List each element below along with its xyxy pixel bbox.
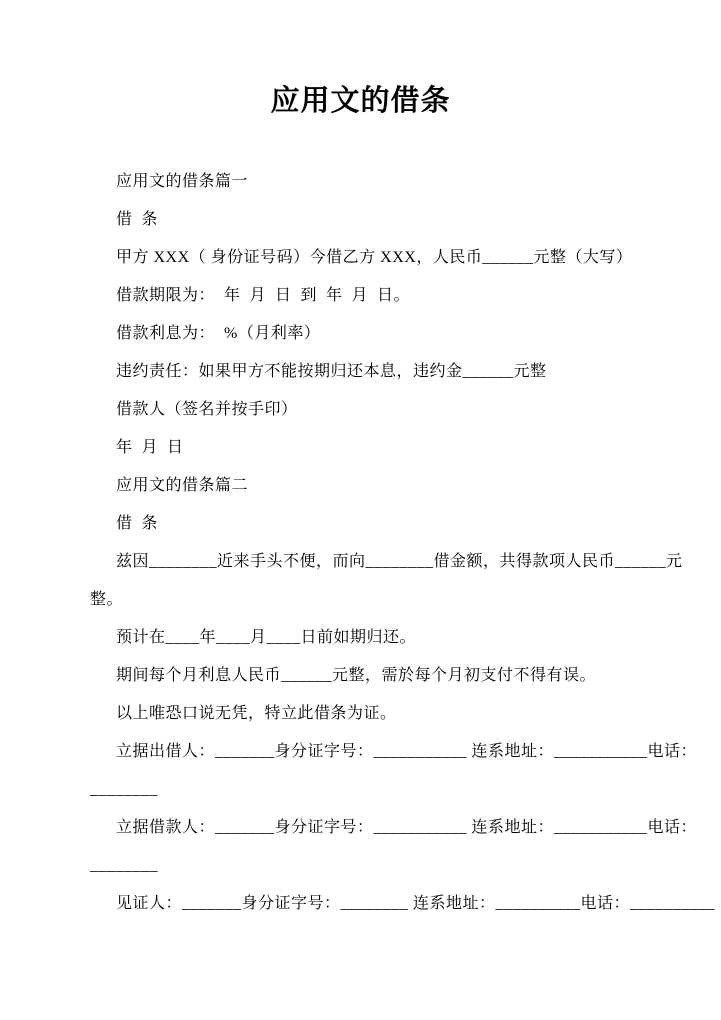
paragraph-interest-rate: 借款利息为： %（月利率）	[116, 324, 321, 342]
paragraph-reason-amount-line2: 整。	[90, 590, 124, 608]
document-title: 应用文的借条	[270, 85, 451, 117]
paragraph-iou-label-2: 借 条	[116, 514, 159, 532]
paragraph-borrower-signature: 借款人（签名并按手印）	[116, 400, 298, 418]
document-body	[90, 163, 716, 923]
paragraph-parties-amount: 甲方 XXX（ 身份证号码）今借乙方 XXX，人民币______元整（大写）	[116, 248, 633, 266]
paragraph-borrower-info-line1: 立据借款人：_______身分证字号：___________ 连系地址：___________电话：	[116, 818, 698, 836]
paragraph-lender-info-line2: ________	[90, 780, 158, 798]
paragraph-iou-label: 借 条	[116, 210, 159, 228]
paragraph-monthly-interest: 期间每个月利息人民币______元整，需於每个月初支付不得有误。	[116, 666, 597, 684]
paragraph-breach-liability: 违约责任：如果甲方不能按期归还本息，违约金______元整	[116, 362, 547, 380]
paragraph-repay-date: 预计在____年____月____日前如期归还。	[116, 628, 417, 646]
paragraph-section1-heading: 应用文的借条篇一	[116, 172, 249, 190]
paragraph-reason-amount-line1: 兹因________近来手头不便，而向________借金额，共得款项人民币______元	[116, 552, 683, 570]
paragraph-loan-term: 借款期限为： 年 月 日 到 年 月 日。	[116, 286, 411, 304]
paragraph-lender-info-line1: 立据出借人：_______身分证字号：___________ 连系地址：___________电话：	[116, 742, 698, 760]
paragraph-date: 年 月 日	[116, 438, 184, 456]
paragraph-proof-statement: 以上唯恐口说无凭，特立此借条为证。	[116, 704, 397, 722]
paragraph-section2-heading: 应用文的借条篇二	[116, 476, 249, 494]
paragraph-witness-info: 见证人：_______身分证字号：________ 连系地址：__________电话：__________	[116, 894, 716, 912]
paragraph-borrower-info-line2: ________	[90, 856, 158, 874]
